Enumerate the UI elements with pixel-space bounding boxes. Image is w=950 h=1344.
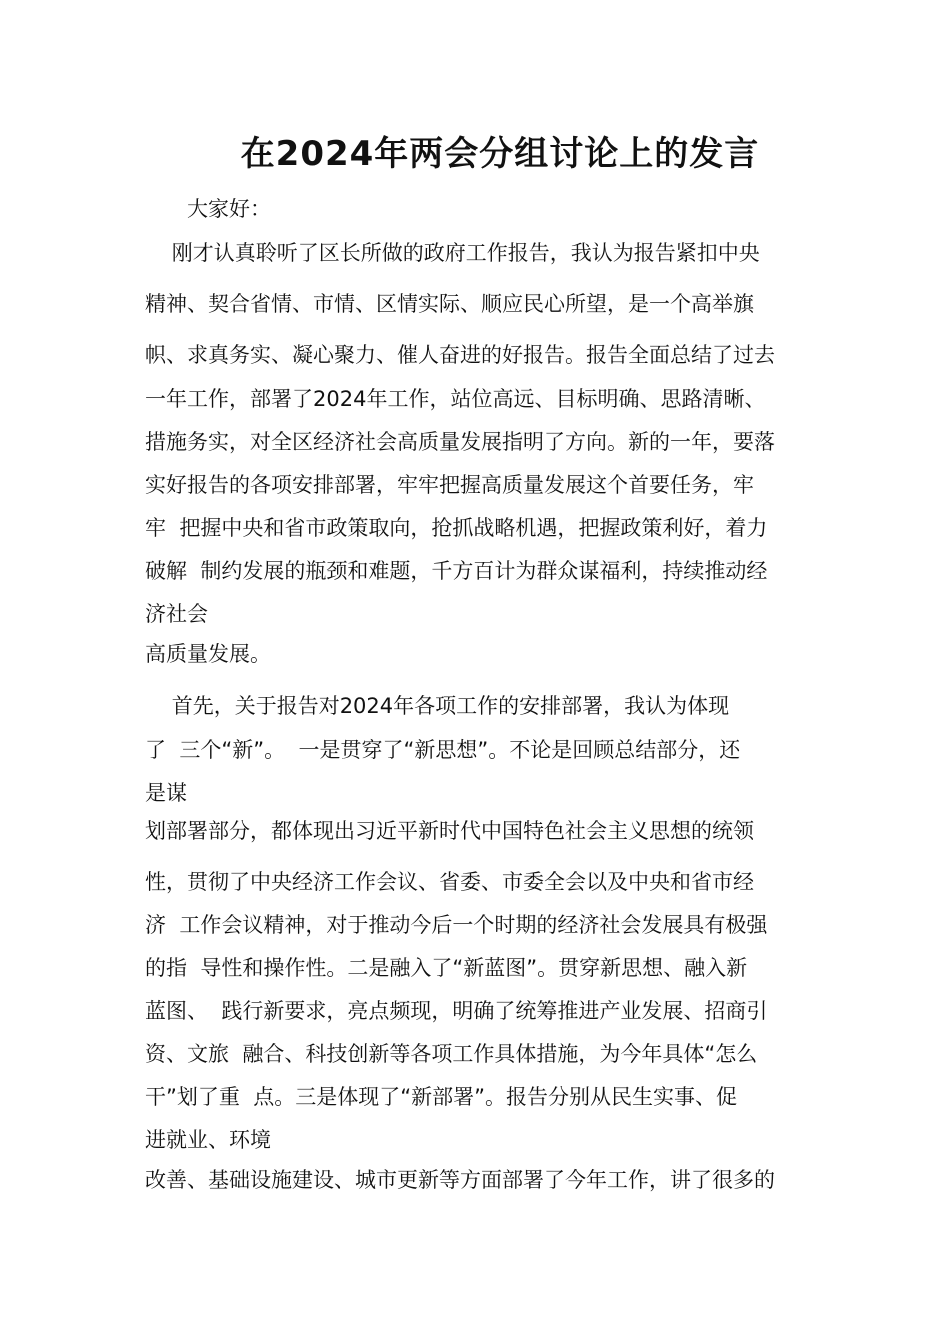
body-line: 一年工作，部署了2024年工作，站位高远、目标明确、思路清晰、 xyxy=(145,387,766,411)
body-line: 干”划了重 点。三是体现了“新部署”。报告分别从民生实事、促 xyxy=(145,1085,737,1109)
body-line: 进就业、环境 xyxy=(145,1128,271,1152)
body-line: 实好报告的各项安排部署，牢牢把握高质量发展这个首要任务，牢 xyxy=(145,473,754,497)
body-line: 牢 把握中央和省市政策取向，抢抓战略机遇，把握政策利好，着力 xyxy=(145,516,768,540)
body-line: 措施务实，对全区经济社会高质量发展指明了方向。新的一年，要落 xyxy=(145,430,775,454)
body-line: 资、文旅 融合、科技创新等各项工作具体措施，为今年具体“怎么 xyxy=(145,1042,758,1066)
body-line: 帜、求真务实、凝心聚力、催人奋进的好报告。报告全面总结了过去 xyxy=(145,343,775,367)
body-line: 性，贯彻了中央经济工作会议、省委、市委全会以及中央和省市经 xyxy=(145,870,754,894)
body-line: 济 工作会议精神，对于推动今后一个时期的经济社会发展具有极强 xyxy=(145,913,768,937)
greeting: 大家好： xyxy=(187,197,271,221)
body-line: 精神、契合省情、市情、区情实际、顺应民心所望，是一个高举旗 xyxy=(145,292,754,316)
body-line: 破解 制约发展的瓶颈和难题，千方百计为群众谋福利，持续推动经 xyxy=(145,559,768,583)
body-line: 高质量发展。 xyxy=(145,642,271,666)
body-line: 首先，关于报告对2024年各项工作的安排部署，我认为体现 xyxy=(145,694,730,718)
body-line: 济社会 xyxy=(145,602,208,626)
page-title: 在2024年两会分组讨论上的发言 xyxy=(240,134,760,174)
body-line: 了 三个“新”。 一是贯穿了“新思想”。不论是回顾总结部分，还 xyxy=(145,738,741,762)
body-line: 蓝图、 践行新要求，亮点频现，明确了统筹推进产业发展、招商引 xyxy=(145,999,768,1023)
body-line: 改善、基础设施建设、城市更新等方面部署了今年工作，讲了很多的 xyxy=(145,1168,775,1192)
body-line: 刚才认真聆听了区长所做的政府工作报告，我认为报告紧扣中央 xyxy=(145,241,760,265)
body-line: 是谋 xyxy=(145,781,187,805)
body-line: 的指 导性和操作性。二是融入了“新蓝图”。贯穿新思想、融入新 xyxy=(145,956,748,980)
body-line: 划部署部分，都体现出习近平新时代中国特色社会主义思想的统领 xyxy=(145,819,754,843)
